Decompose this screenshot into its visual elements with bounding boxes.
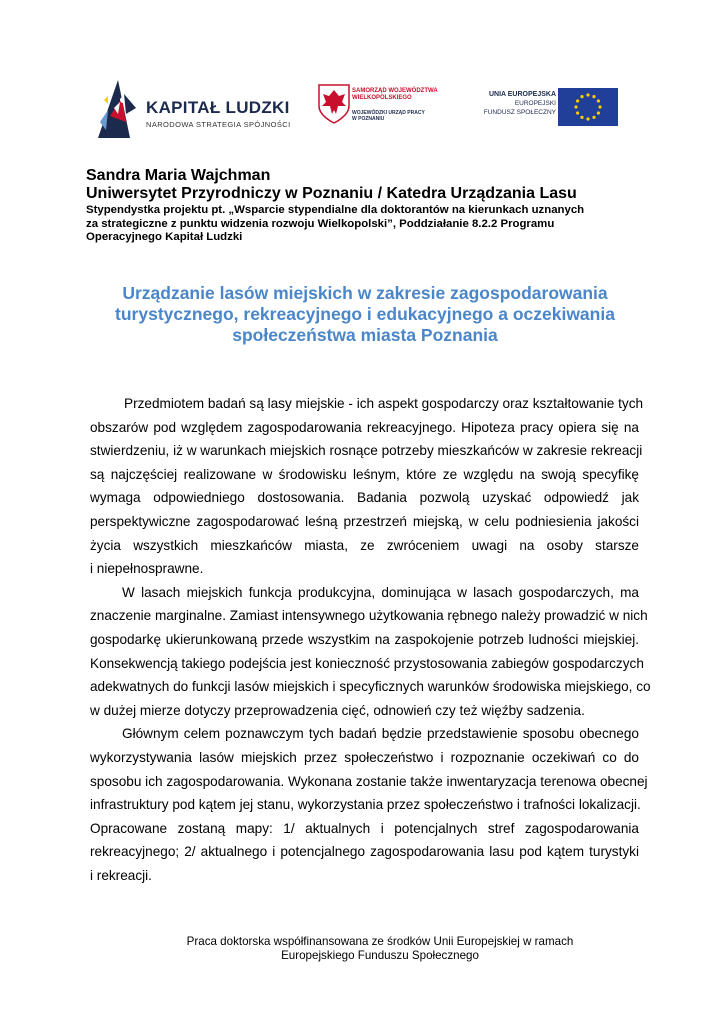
eu-flag-icon bbox=[558, 88, 618, 126]
kapital-ludzki-logo bbox=[96, 78, 291, 140]
text-line: w dużej mierze dotyczy przeprowadzenia cięć, odnowień czy też więźby sadzenia. bbox=[90, 702, 585, 718]
author-description-line: Operacyjnego Kapitał Ludzki bbox=[86, 231, 243, 243]
author-block bbox=[86, 167, 646, 245]
kapital-ludzki-emblem-icon bbox=[96, 78, 142, 140]
paragraph-3 bbox=[90, 722, 648, 887]
text-line: są najczęściej realizowane w środowisku leśnym, które ze względu na swoją specyfikę bbox=[90, 466, 639, 482]
eagle-shield-icon bbox=[318, 84, 350, 124]
unia-text bbox=[462, 90, 556, 117]
body-text bbox=[90, 392, 651, 887]
text-line: Głównym celem poznawczym tych badań będzie przedstawienie sposobu obecnego bbox=[122, 726, 639, 742]
text-line: znaczenie marginalne. Zamiast intensywnego użytkowania rębnego należy prowadzić w nich bbox=[90, 608, 648, 624]
paragraph-2 bbox=[90, 581, 651, 723]
text-line: perspektywiczne zagospodarować leśną przestrzeń miejską, w celu podniesienia jakości bbox=[90, 513, 639, 529]
footer bbox=[100, 935, 660, 963]
text-line: Przedmiotem badań są lasy miejskie - ich aspekt gospodarczy oraz kształtowanie tych bbox=[124, 396, 644, 411]
title-line: turystycznego, rekreacyjnego i edukacyjnego a oczekiwania bbox=[115, 304, 615, 324]
text-line: sposobu ich zagospodarowania. Wykonana zostanie także inwentaryzacja terenowa obecnej bbox=[90, 773, 648, 789]
unia-europejska-logo bbox=[462, 88, 622, 128]
unia-line3: FUNDUSZ SPOŁECZNY bbox=[483, 109, 556, 116]
samorzad-unit: WOJEWÓDZKI URZĄD PRACY W POZNANIU bbox=[352, 110, 425, 122]
samorzad-name: SAMORZĄD WOJEWÓDZTWA WIELKOPOLSKIEGO bbox=[352, 88, 438, 101]
text-line: adekwatnych do funkcji lasów miejskich i specyficznych warunków środowiska miejskiego, co bbox=[90, 679, 651, 695]
paragraph-1 bbox=[90, 392, 644, 581]
text-line: Opracowane zostaną mapy: 1/ aktualnych i potencjalnych stref zagospodarowania bbox=[90, 820, 639, 836]
footer-line: Praca doktorska współfinansowana ze środków Unii Europejskiej w ramach bbox=[186, 935, 574, 948]
author-description bbox=[86, 204, 646, 245]
text-line: infrastruktury pod kątem jej stanu, wykorzystania przez społeczeństwo i trafności lokalizacji. bbox=[90, 797, 641, 813]
text-line: stwierdzeniu, iż w warunkach miejskich rosnące potrzeby mieszkańców w zakresie rekreacji bbox=[90, 443, 643, 459]
samorzad-logo bbox=[318, 84, 438, 134]
logo-strip bbox=[0, 70, 725, 150]
text-line: i niepełnosprawne. bbox=[90, 561, 204, 577]
text-line: obszarów pod względem zagospodarowania rekreacyjnego. Hipoteza pracy opiera się na bbox=[90, 419, 639, 435]
document-title bbox=[80, 283, 650, 346]
text-line: wymaga odpowiedniego dostosowania. Badania pozwolą uzyskać odpowiedź jak bbox=[90, 490, 639, 506]
text-line: życia wszystkich mieszkańców miasta, ze zwróceniem uwagi na osoby starsze bbox=[90, 537, 639, 553]
title-line: społeczeństwa miasta Poznania bbox=[232, 325, 498, 345]
kapital-ludzki-title: KAPITAŁ LUDZKI bbox=[146, 98, 290, 117]
unia-line2: EUROPEJSKI bbox=[514, 100, 556, 107]
author-name: Sandra Maria Wajchman bbox=[86, 167, 271, 184]
author-description-line: Stypendystka projektu pt. „Wsparcie stypendialne dla doktorantów na kierunkach uznanych bbox=[86, 204, 585, 216]
text-line: gospodarkę ukierunkowaną przede wszystkim na zaspokojenie potrzeb ludności miejskiej. bbox=[90, 631, 639, 647]
author-description-line: za strategiczne z punktu widzenia rozwoju Wielkopolski”, Poddziałanie 8.2.2 Programu bbox=[86, 217, 555, 230]
text-line: rekreacyjnego; 2/ aktualnego i potencjalnego zagospodarowania lasu pod kątem turystyki bbox=[90, 844, 639, 860]
text-line: W lasach miejskich funkcja produkcyjna, dominująca w lasach gospodarczych, ma bbox=[122, 584, 639, 600]
text-line: Konsekwencją takiego podejścia jest konieczność przystosowania zabiegów gospodarczych bbox=[90, 655, 644, 671]
title-line: Urządzanie lasów miejskich w zakresie zagospodarowania bbox=[122, 283, 608, 303]
kapital-ludzki-subtitle: NARODOWA STRATEGIA SPÓJNOŚCI bbox=[146, 120, 291, 129]
unia-line1: UNIA EUROPEJSKA bbox=[488, 91, 556, 98]
text-line: wykorzystywania lasów miejskich przez społeczeństwo i rozpoznanie oczekiwań co do bbox=[90, 749, 639, 765]
text-line: i rekreacji. bbox=[90, 867, 152, 883]
footer-line: Europejskiego Funduszu Społecznego bbox=[281, 949, 479, 962]
author-university: Uniwersytet Przyrodniczy w Poznaniu / Katedra Urządzania Lasu bbox=[86, 185, 577, 202]
